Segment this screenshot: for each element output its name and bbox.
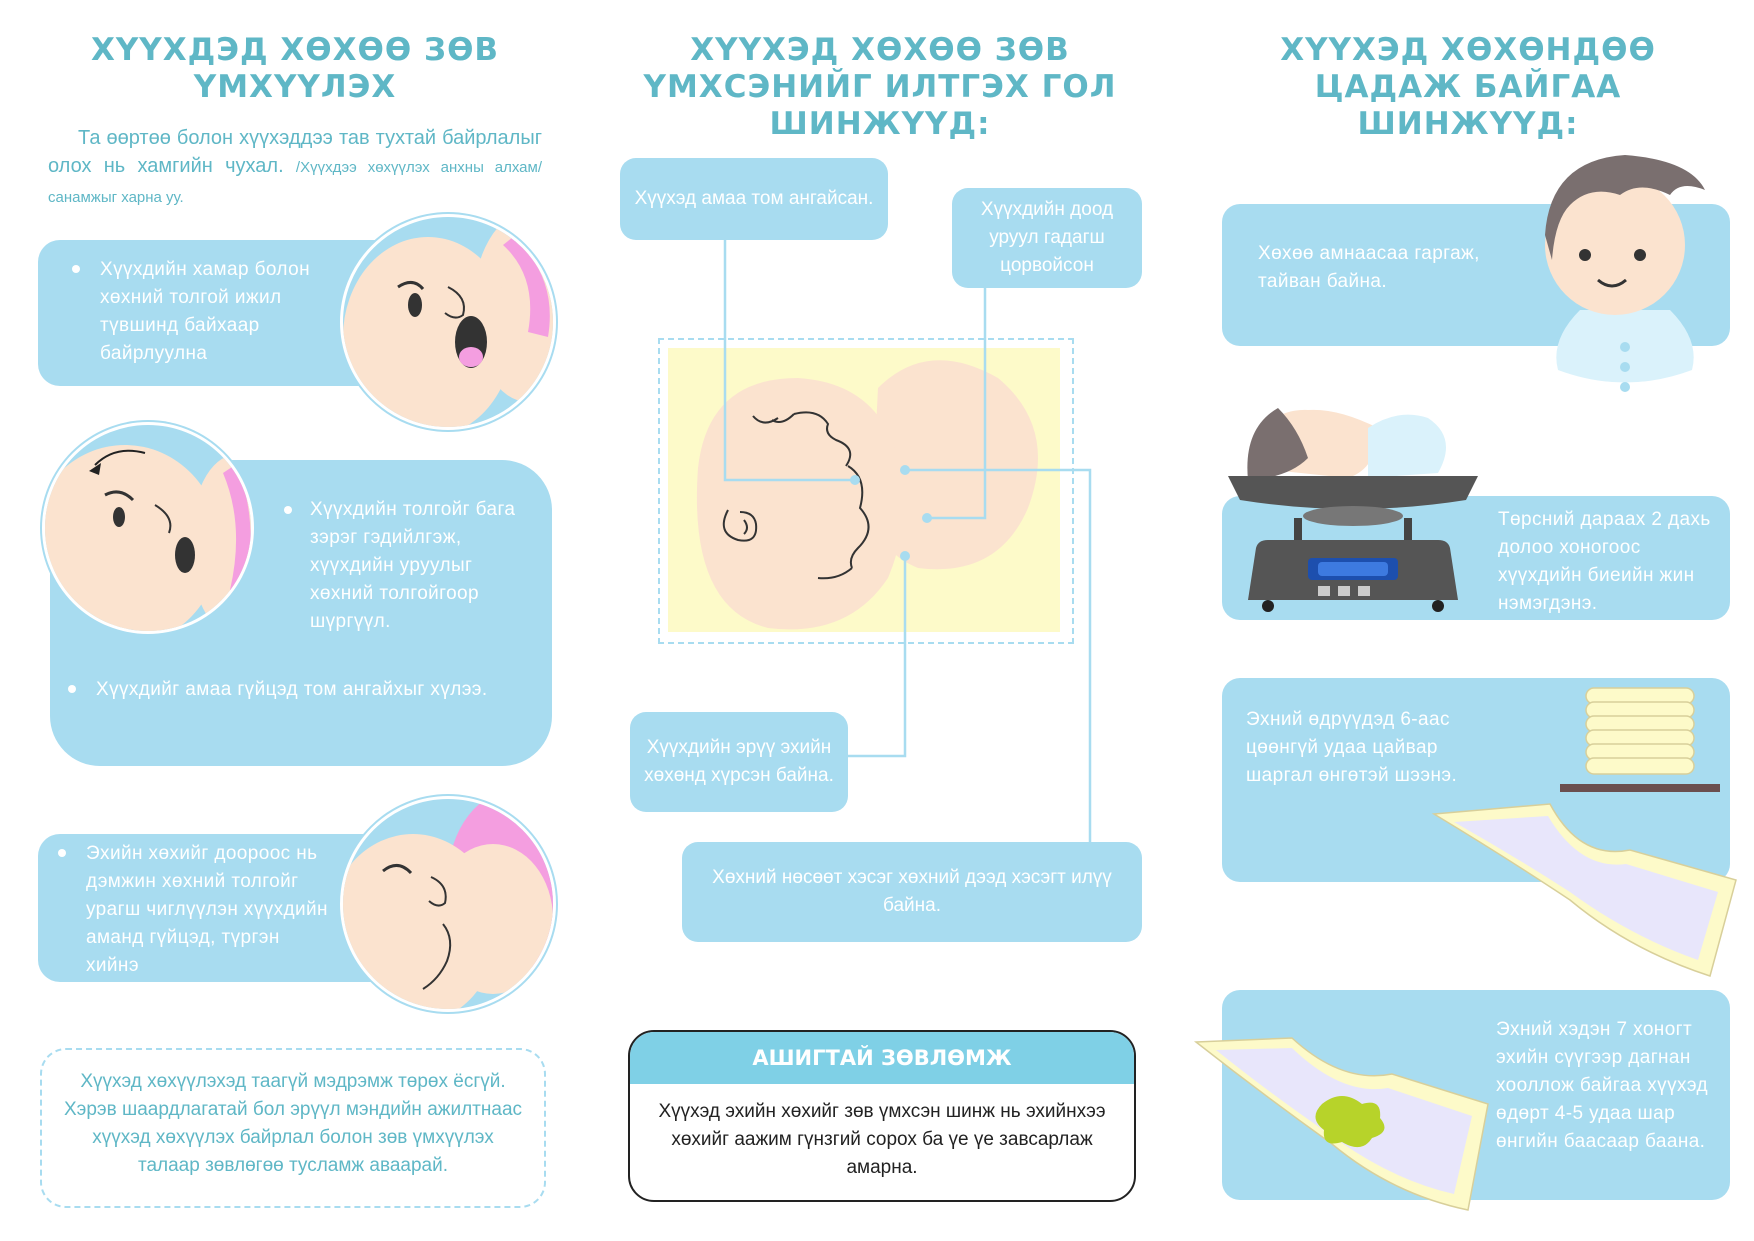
col1-note: Хүүхэд хөхүүлэхэд таагүй мэдрэмж төрөх ёсгүй. Хэрэв шаардлагатай бол эрүүл мэндийн ажилтнаас хүүхэд хөхүүлэх байрлал болон зөв үмхүүлэх талаар зөвлөгөө тусламж аваарай.: [40, 1048, 546, 1208]
step2a-text: Хүүхдийн толгойг бага зэрэг гэдийлгэж, хүүхдийн уруулыг хөхний толгойгоор шүргүүл.: [310, 499, 516, 632]
diapers-stack-icon: [1560, 680, 1720, 800]
open-diaper-stool-icon: [1192, 1034, 1492, 1214]
sign3-text: Эхний өдрүүдэд 6-аас цөөнгүй удаа цайвар шаргал өнгөтэй шээнэ.: [1246, 709, 1458, 786]
callout-lower-lip: Хүүхдийн доод уруул гадагш цорвойсон: [952, 188, 1142, 288]
sign1-text: Хөхөө амнаасаа гаргаж, тайван байна.: [1258, 243, 1480, 292]
callout-mouth: Хүүхэд амаа том ангайсан.: [620, 158, 888, 240]
intro-text: Та өөртөө болон хүүхэддээ тав тухтай байрлалыг олох нь хамгийн чухал.: [48, 127, 542, 177]
col3-title: ХҮҮХЭД ХӨХӨНДӨӨ ЦАДАЖ БАЙГАА ШИНЖҮҮД:: [1280, 32, 1656, 142]
useful-tip-text: Хүүхэд эхийн хөхийг зөв үмхсэн шинж нь эхийнхээ хөхийг аажим гүнзгий сорох ба үе үе завсарлаж амарна.: [658, 1101, 1106, 1178]
sign2-text: Төрсний дараах 2 дахь долоо хоногоос хүүхдийн биеийн жин нэмэгдэнэ.: [1498, 509, 1711, 614]
happy-baby-icon: [1530, 140, 1720, 400]
step2b-text: Хүүхдийг амаа гүйцэд том ангайхыг хүлээ.: [96, 679, 488, 700]
useful-tip-title: АШИГТАЙ ЗӨВЛӨМЖ: [630, 1032, 1134, 1084]
step1-text: Хүүхдийн хамар болон хөхний толгой ижил түвшинд байхаар байрлуулна: [100, 259, 310, 364]
col1-title: ХҮҮХДЭД ХӨХӨӨ ЗӨВ ҮМХҮҮЛЭХ: [90, 32, 500, 105]
callout-areola: Хөхний нөсөөт хэсэг хөхний дээд хэсэгт илүү байна.: [682, 842, 1142, 942]
step3-text: Эхийн хөхийг доороос нь дэмжин хөхний толгойг урагш чиглүүлэн хүүхдийн аманд гүйцэд, түргэн хийнэ: [86, 843, 328, 976]
intro-small-text: /Хүүхдээ хөхүүлэх анхны алхам/ санамжыг харна уу.: [48, 159, 542, 206]
baby-on-scale-icon: [1228, 368, 1484, 618]
callout-chin: Хүүхдийн эрүү эхийн хөхөнд хүрсэн байна.: [630, 712, 848, 812]
useful-tip-box: [628, 1030, 1136, 1202]
col2-title: ХҮҮХЭД ХӨХӨӨ ЗӨВ ҮМХСЭНИЙГ ИЛТГЭХ ГОЛ ШИНЖҮҮД:: [643, 32, 1117, 142]
sign4-text: Эхний хэдэн 7 хоногт эхийн сүүгээр дагнан хооллож байгаа хүүхэд өдөрт 4-5 удаа шар өнгийн баасаар баана.: [1496, 1019, 1709, 1152]
open-diaper-clean-icon: [1430, 800, 1740, 980]
